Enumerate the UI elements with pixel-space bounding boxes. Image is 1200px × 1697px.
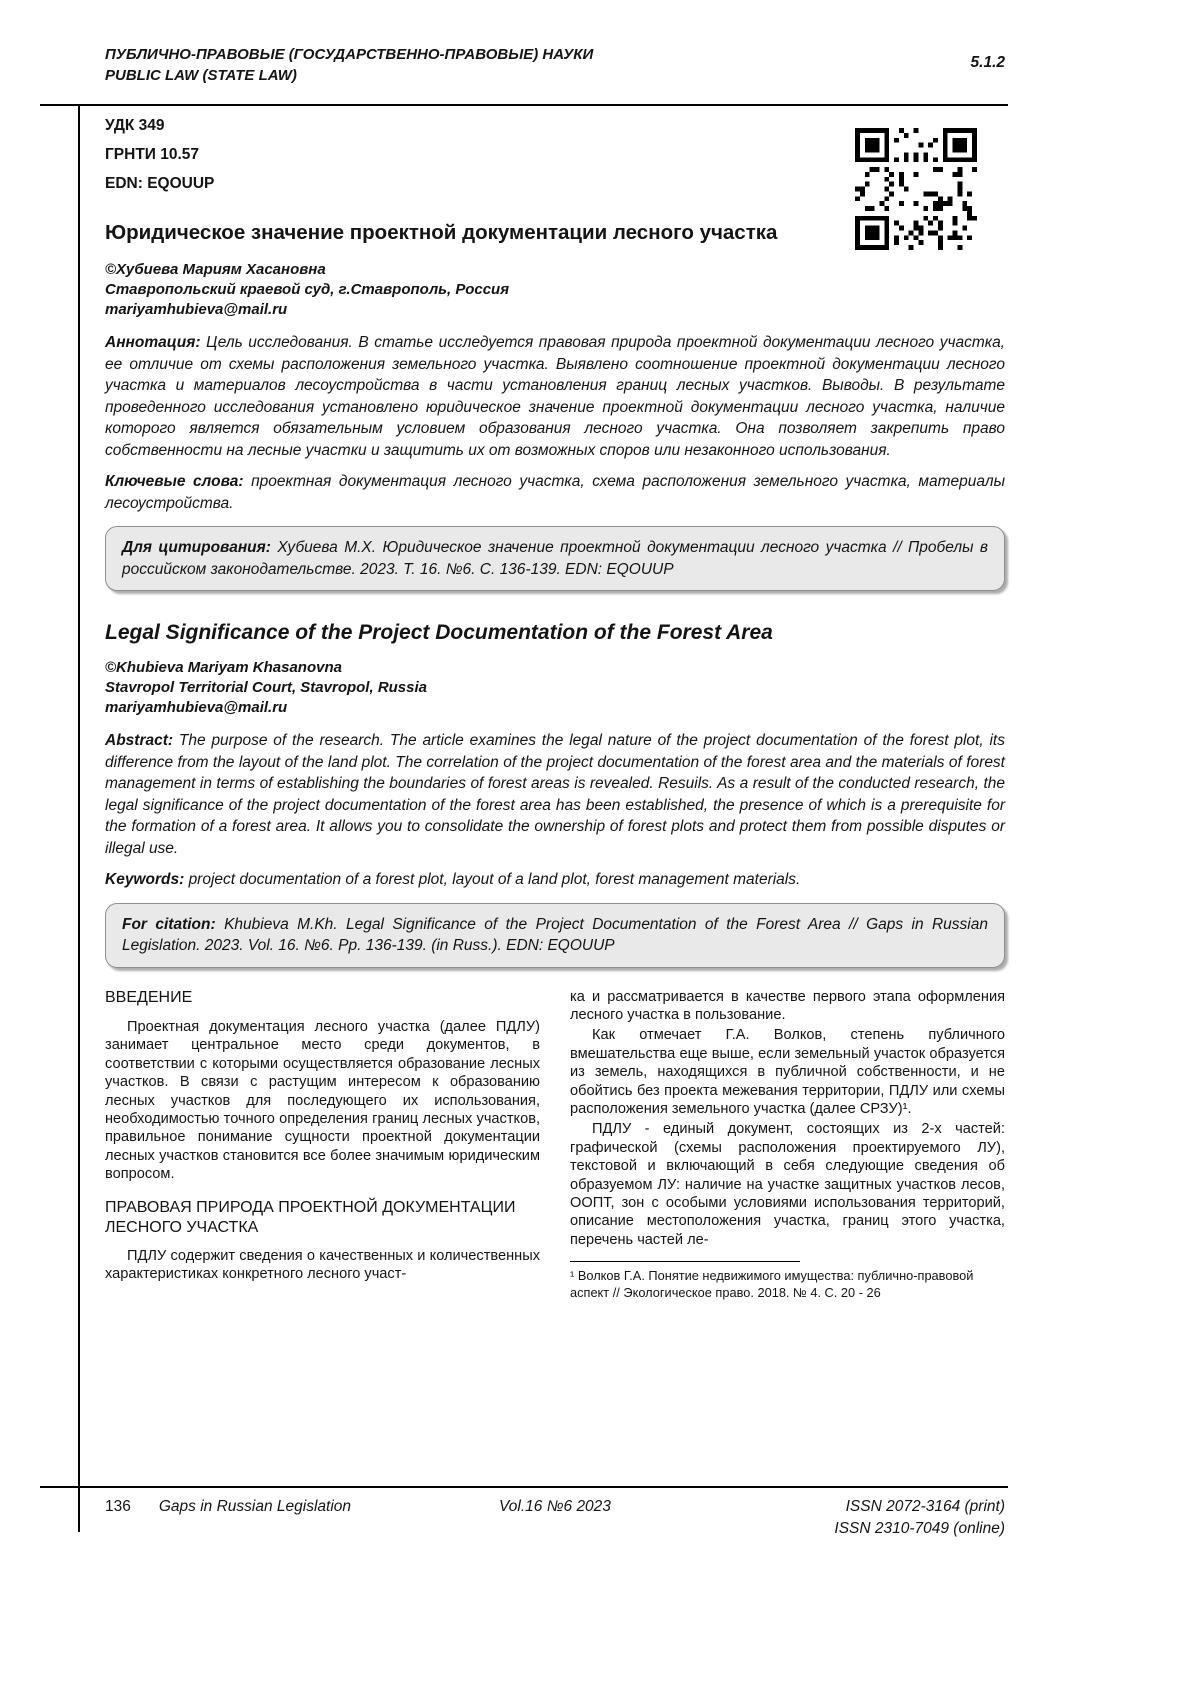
volume-info: Vol.16 №6 2023 <box>499 1498 611 1515</box>
legal-nature-paragraph: ПДЛУ содержит сведения о качественных и количественных характеристиках конкретного лесного участ- <box>105 1247 540 1283</box>
keywords-label-ru: Ключевые слова: <box>105 473 244 490</box>
issn-print: ISSN 2072-3164 (print) <box>845 1498 1005 1515</box>
author-name-ru: ©Хубиева Мариям Хасановна <box>105 261 326 278</box>
abstract-text-ru: Цель исследования. В статье исследуется правовая природа проектной документации лесного участка, ее отличие от схемы расположения земельного участка. Выявлено соотношение проектной документации лесного участка и материалов лесоустройства в части установления границ лесных участков. Выводы. В результате проведенного исследования установлено юридическое значение проектной документации лесного участка, наличие которого является обязательным условием образования лесного участка. Она позволяет закрепить право собственности на лесные участки и защитить их от возможных споров или незаконного использования. <box>105 334 1005 459</box>
grnti-code: ГРНТИ 10.57 <box>105 146 200 163</box>
introduction-heading: ВВЕДЕНИЕ <box>105 988 193 1006</box>
author-affiliation-en: Stavropol Territorial Court, Stavropol, Russia <box>105 679 428 696</box>
udk-code: УДК 349 <box>105 117 165 134</box>
citation-label-en: For citation: <box>122 915 216 933</box>
intro-paragraph: Проектная документация лесного участка (далее ПДЛУ) занимает центральное место среди документов, в соответствии с которыми осуществляется образование лесных участков. В связи с растущим интересом к образованию лесных участков для последующего их использования, необходимостью точного определения границ лесных участков, правильное понимание сущности проектной документации лесных участков становится все более значимым юридическим вопросом. <box>105 1019 540 1183</box>
citation-text-ru: Хубиева М.Х. Юридическое значение проектной документации лесного участка // Пробелы в российском законодательстве. 2023. Т. 16. №6. С. 136-139. EDN: EQOUUP <box>122 539 988 578</box>
author-affiliation-ru: Ставропольский краевой суд, г.Ставрополь, Россия <box>105 281 510 298</box>
author-email-ru: mariyamhubieva@mail.ru <box>105 301 288 318</box>
left-vertical-rule <box>78 104 80 1532</box>
two-column-body <box>105 988 1005 1304</box>
keywords-ru <box>105 471 1005 514</box>
issn-online: ISSN 2310-7049 (online) <box>834 1520 1005 1537</box>
footnote: ¹ Волков Г.А. Понятие недвижимого имущества: публично-правовой аспект // Экологическое право. 2018. № 4. С. 20 - 26 <box>570 1268 974 1300</box>
page-number: 136 <box>105 1498 131 1515</box>
article-title-en: Legal Significance of the Project Documentation of the Forest Area <box>105 621 773 644</box>
author-name-en: ©Khubieva Mariyam Khasanovna <box>105 659 342 676</box>
right-column <box>570 988 1005 1304</box>
running-head-ru: ПУБЛИЧНО-ПРАВОВЫЕ (ГОСУДАРСТВЕННО-ПРАВОВЫЕ) НАУКИ <box>105 46 594 63</box>
abstract-label-en: Abstract: <box>105 732 174 749</box>
citation-box-en <box>105 903 1005 968</box>
citation-label-ru: Для цитирования: <box>122 539 271 556</box>
citation-box-ru <box>105 526 1005 591</box>
author-block-en <box>105 658 1005 718</box>
footnote-rule <box>570 1261 800 1262</box>
author-email-en: mariyamhubieva@mail.ru <box>105 699 288 716</box>
author-block-ru <box>105 260 1005 320</box>
article-meta <box>105 116 1005 193</box>
abstract-label-ru: Аннотация: <box>105 334 201 351</box>
keywords-text-ru: проектная документация лесного участка, схема расположения земельного участка, материалы лесоустройства. <box>105 473 1005 512</box>
left-column <box>105 988 540 1304</box>
abstract-text-en: The purpose of the research. The article examines the legal nature of the project documentation of the forest plot, its difference from the layout of the land plot. The correlation of the project documentation of the forest area and the materials of forest management in terms of establishing the boundaries of forest areas is revealed. Resuils. As a result of the conducted research, the legal significance of the project documentation of the forest area has been established, the presence of which is a prerequisite for the formation of a forest area. It allows you to consolidate the ownership of forest plots and protect them from possible disputes or illegal use. <box>105 732 1005 857</box>
footer <box>105 1496 1005 1540</box>
section-code: 5.1.2 <box>970 54 1005 71</box>
legal-nature-heading: ПРАВОВАЯ ПРИРОДА ПРОЕКТНОЙ ДОКУМЕНТАЦИИ ЛЕСНОГО УЧАСТКА <box>105 1198 516 1237</box>
abstract-ru <box>105 332 1005 461</box>
abstract-en <box>105 730 1005 859</box>
article-title-ru: Юридическое значение проектной документации лесного участка <box>105 221 778 244</box>
running-head <box>105 0 1005 86</box>
volkov-paragraph: Как отмечает Г.А. Волков, степень публичного вмешательства еще выше, если земельный участок образуется из земель, находящихся в публичной собственности, и не обойтись без проекта межевания территории, ПДЛУ или схемы расположения земельного участка (далее СРЗУ)¹. <box>570 1027 1005 1117</box>
continuation-paragraph: ка и рассматривается в качестве первого этапа оформления лесного участка в пользование. <box>570 988 1005 1023</box>
keywords-en <box>105 869 1005 891</box>
citation-text-en: Khubieva M.Kh. Legal Significance of the Project Documentation of the Forest Area // Gaps in Russian Legislation. 2023. Vol. 16. №6. Pp. 136-139. (in Russ.). EDN: EQOUUP <box>122 915 988 954</box>
footer-rule <box>40 1486 1008 1488</box>
journal-name: Gaps in Russian Legislation <box>158 1498 352 1515</box>
pdlu-structure-paragraph: ПДЛУ - единый документ, состоящих из 2-х частей: графической (схемы расположения проектируемого ЛУ), текстовой и включающий в себя следующие сведения об образуемом ЛУ: наличие на участке защитных участков лесов, ООПТ, зон с особыми условиями использования территорий, описание местоположения участка, границ этого участка, перечень частей ле- <box>570 1121 1005 1248</box>
keywords-label-en: Keywords: <box>105 871 185 888</box>
running-head-en: PUBLIC LAW (STATE LAW) <box>105 67 297 84</box>
keywords-text-en: project documentation of a forest plot, layout of a land plot, forest management materials. <box>188 871 801 888</box>
edn-code: EDN: EQOUUP <box>105 175 215 192</box>
